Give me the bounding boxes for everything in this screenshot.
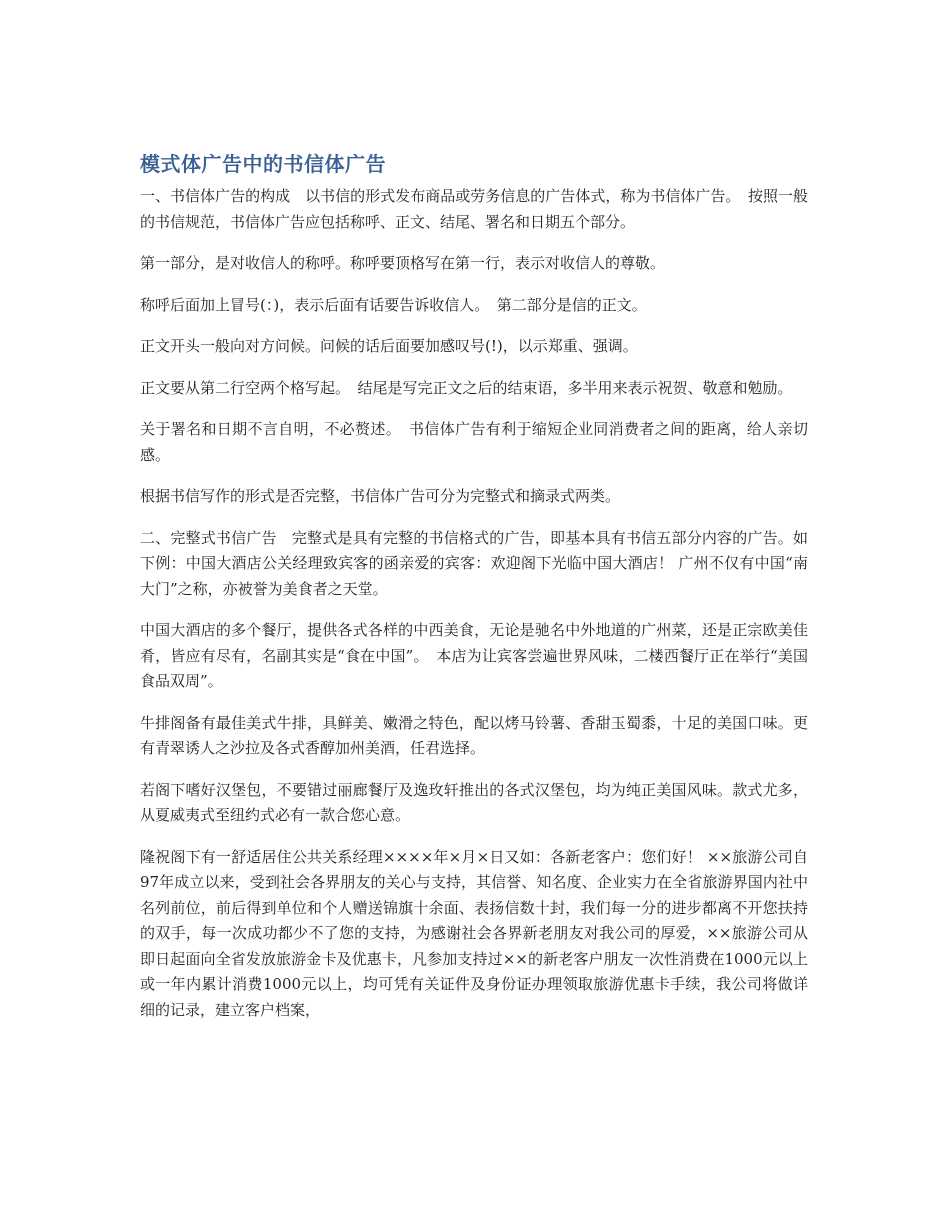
paragraph-7: 根据书信写作的形式是否完整，书信体广告可分为完整式和摘录式两类。 bbox=[140, 487, 621, 505]
paragraph-3: 称呼后面加上冒号(：)，表示后面有话要告诉收信人。 第二部分是信的正文。 bbox=[140, 295, 647, 314]
paragraph-5: 正文要从第二行空两个格写起。 结尾是写完正文之后的结束语，多半用来表示祝贺、敬意和勉励。 bbox=[140, 378, 793, 397]
document-title: 模式体广告中的书信体广告 bbox=[140, 152, 386, 176]
document-page bbox=[140, 150, 808, 1039]
paragraph-6: 关于署名和日期不言自明，不必赘述。 书信体广告有利于缩短企业同消费者之间的距离，给人亲切感。 bbox=[140, 420, 808, 464]
paragraph-12: 隆祝阁下有一舒适居住公共关系经理××××年×月×日又如：各新老客户：您们好！ ××旅游公司自97年成立以来，受到社会各界朋友的关心与支持，其信誉、知名度、企业实力在全省旅游界国内社中名列前位，前后得到单位和个人赠送锦旗十余面、表扬信数十封，我们每一分的进步都离不开您扶持的双手，每一次成功都少不了您的支持，为感谢社会各界新老朋友对我公司的厚爱，××旅游公司从即日起面向全省发放旅游金卡及优惠卡，凡参加支持过××的新老客户朋友一次性消费在1000元以上或一年内累计消费1000元以上，均可凭有关证件及身份证办理领取旅游优惠卡手续，我公司将做详细的记录，建立客户档案， bbox=[140, 847, 808, 1019]
paragraph-1: 一、书信体广告的构成 以书信的形式发布商品或劳务信息的广告体式，称为书信体广告。 按照一般的书信规范，书信体广告应包括称呼、正文、结尾、署名和日期五个部分。 bbox=[140, 187, 808, 231]
paragraph-9: 中国大酒店的多个餐厅，提供各式各样的中西美食，无论是驰名中外地道的广州菜，还是正宗欧美佳肴，皆应有尽有，名副其实是“食在中国”。 本店为让宾客尝遍世界风味，二楼西餐厅正在举行“美国食品双周”。 bbox=[140, 621, 808, 690]
paragraph-10: 牛排阁备有最佳美式牛排，具鲜美、嫩滑之特色，配以烤马铃薯、香甜玉蜀黍，十足的美国口味。更有青翠诱人之沙拉及各式香醇加州美酒，任君选择。 bbox=[140, 713, 808, 757]
paragraph-4: 正文开头一般向对方问候。问候的话后面要加感叹号(!)，以示郑重、强调。 bbox=[140, 337, 638, 355]
paragraph-11: 若阁下嗜好汉堡包，不要错过丽廊餐厅及逸玫轩推出的各式汉堡包，均为纯正美国风味。款式尤多，从夏威夷式至纽约式必有一款合您心意。 bbox=[140, 780, 808, 824]
paragraph-8: 二、完整式书信广告 完整式是具有完整的书信格式的广告，即基本具有书信五部分内容的广告。如下例：中国大酒店公关经理致宾客的函亲爱的宾客：欢迎阁下光临中国大酒店！ 广州不仅有中国“南大门”之称，亦被誉为美食者之天堂。 bbox=[140, 528, 808, 598]
paragraph-2: 第一部分，是对收信人的称呼。称呼要顶格写在第一行，表示对收信人的尊敬。 bbox=[140, 254, 666, 272]
